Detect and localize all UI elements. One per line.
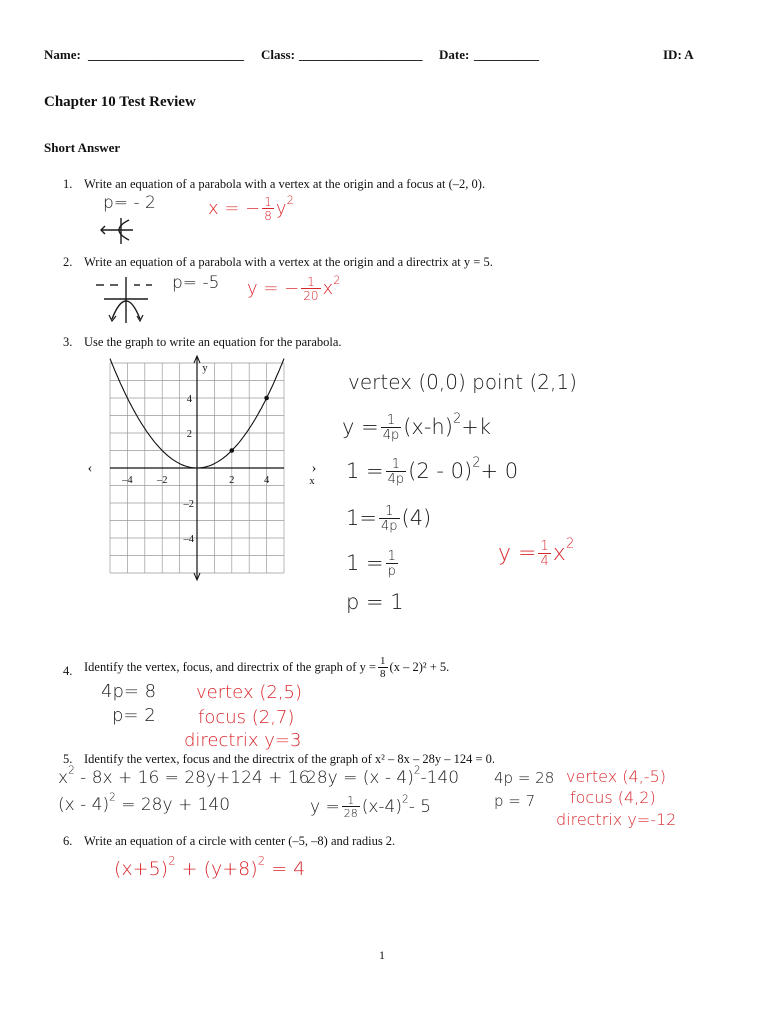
question-1-text: Write an equation of a parabola with a vertex at the origin and a focus at (–2, 0). [84, 177, 486, 191]
date-blank: __________ [474, 47, 539, 62]
y-axis-label: y [202, 363, 208, 374]
question-6-number: 6. [63, 834, 73, 848]
parabola-graph [82, 355, 322, 595]
question-2-text: Write an equation of a parabola with a vertex at the origin and a directrix at y = 5. [84, 255, 493, 269]
q2-sketch-icon [94, 275, 154, 325]
y-tick-label: 4 [186, 394, 192, 405]
y-tick-label: 2 [186, 429, 192, 440]
question-4-number: 4. [63, 664, 73, 678]
q5-directrix: directrix y=-12 [556, 810, 677, 829]
q4-directrix: directrix y=3 [184, 730, 302, 751]
graph-point [230, 448, 235, 453]
q5-p-line-2: p = 7 [494, 792, 536, 810]
q5-p-line-1: 4p = 28 [494, 769, 555, 787]
q6-answer: $(x+5)^2 + (y+8)^2 = 4$ [114, 853, 306, 880]
q5-step-1: $x^2 - 8x + 16 = 28y+124 + 16$ [58, 764, 310, 788]
q5-vertex: vertex (4,-5) [566, 767, 666, 786]
x-tick-label: 2 [229, 475, 235, 486]
question-3-number: 3. [63, 335, 73, 349]
q4-vertex: vertex (2,5) [196, 682, 302, 703]
q2-answer: y = − $\frac{1}{20}$ $x^2$ [247, 273, 341, 303]
name-blank: ________________________ [88, 47, 244, 62]
question-5-text: Identify the vertex, focus and the directrix of the graph of x² – 8x – 28y – 124 = 0. [84, 752, 496, 766]
x-axis-label: x [309, 476, 315, 487]
q5-step-2: (x - 4)$^2$ = 28y + 140 [58, 791, 231, 815]
x-tick-label: –4 [122, 475, 133, 486]
q3-line-4: 1= $\frac{1}{4p}$ (4) [346, 504, 432, 534]
section-heading: Short Answer [44, 140, 121, 155]
date-label: Date: [439, 47, 470, 62]
q1-sketch-icon [97, 216, 137, 246]
question-3-text: Use the graph to write an equation for the parabola. [84, 335, 342, 349]
q3-line-2: y = $\frac{1}{4p}$ $(x-h)^2+k$ [342, 411, 491, 443]
q4-focus: focus (2,7) [198, 707, 295, 728]
q4-line-2: p= 2 [112, 705, 156, 726]
x-tick-label: 4 [263, 475, 270, 486]
id-label: ID: A [663, 47, 694, 62]
q2-p-value: p= -5 [172, 273, 220, 293]
x-axis-arrow-left: ‹ [87, 461, 93, 476]
page-title: Chapter 10 Test Review [44, 94, 196, 110]
y-tick-label: –2 [183, 499, 194, 510]
q5-focus: focus (4,2) [570, 788, 656, 807]
class-label: Class: [261, 47, 295, 62]
q3-line-1: vertex (0,0) point (2,1) [348, 370, 577, 394]
graph-point [264, 396, 269, 401]
name-label: Name: [44, 47, 81, 62]
x-tick-label: –2 [156, 475, 168, 486]
y-tick-label: –4 [183, 534, 194, 545]
q1-p-value: p= - 2 [103, 193, 156, 213]
graph-tick-labels [88, 363, 317, 545]
page-number: 1 [379, 948, 385, 962]
q5-step-3: 28y = (x - 4)$^2$-140 [306, 764, 460, 788]
q3-line-6: p = 1 [346, 590, 404, 614]
q4-line-1: 4p= 8 [101, 681, 157, 702]
question-4-text: Identify the vertex, focus, and directrix of the graph of y = $\frac{1}{8}$ (x – 2)² + 5. [84, 655, 450, 680]
question-1-number: 1. [63, 177, 73, 191]
q3-answer: y = $\frac{1}{4}$ $x^2$ [498, 535, 575, 569]
question-6-text: Write an equation of a circle with center (–5, –8) and radius 2. [84, 834, 396, 848]
q3-line-5: 1 = $\frac{1}{p}$ [346, 549, 396, 579]
q1-answer: x = − $\frac{1}{8}$ $y^2$ [208, 193, 294, 223]
question-5-number: 5. [63, 752, 73, 766]
class-blank: ___________________ [299, 47, 423, 62]
x-axis-arrow-right: › [311, 461, 317, 476]
question-2-number: 2. [63, 255, 73, 269]
q3-line-3: 1 = $\frac{1}{4p}$ (2 - 0)$^2$+ 0 [346, 455, 519, 487]
q5-step-4: y = $\frac{1}{28}$ $(x-4)^2-$ 5 [310, 793, 432, 820]
